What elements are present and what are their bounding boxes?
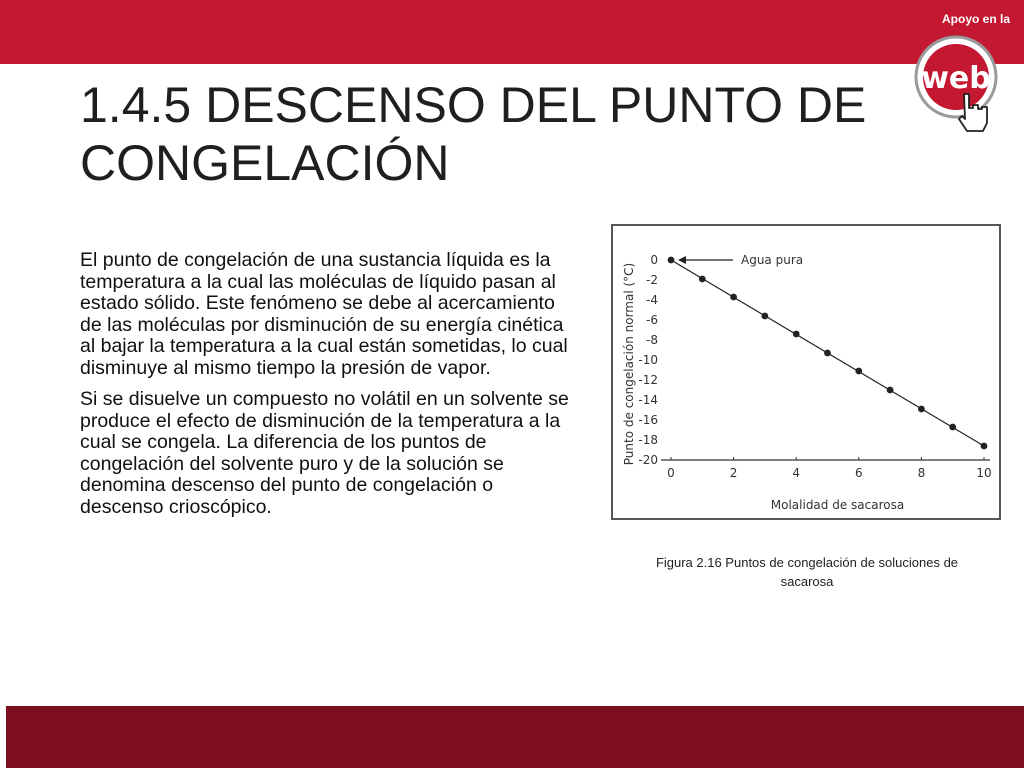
annotation-label: Agua pura: [741, 253, 804, 267]
logo-caption: Apoyo en la: [942, 12, 1011, 26]
y-tick-label: -8: [646, 333, 658, 347]
data-point: [855, 368, 862, 375]
y-tick-label: -18: [638, 433, 658, 447]
slide-title: [80, 76, 920, 192]
y-tick-label: -20: [638, 453, 658, 467]
data-point: [824, 350, 831, 357]
data-point: [793, 331, 800, 338]
paragraph-cryoscopic-descent: Si se disuelve un compuesto no volátil en un solvente se produce el efecto de disminución de la temperatura a la cual se congela. La diferencia de los puntos de congelación del solvente puro y de la solución se denomina descenso del punto de congelación o descenso crioscópico.: [80, 388, 569, 518]
top-banner: [0, 0, 1024, 64]
web-logo-icon[interactable]: [914, 0, 1024, 140]
data-point: [699, 276, 706, 283]
y-tick-label: -16: [638, 413, 658, 427]
y-tick-label: -12: [638, 373, 658, 387]
x-tick-label: 4: [792, 466, 801, 480]
y-tick-label: -4: [646, 293, 658, 307]
y-tick-label: 0: [650, 253, 658, 267]
data-point: [887, 387, 894, 394]
data-point: [730, 294, 737, 301]
data-point: [762, 313, 769, 320]
bottom-banner: [0, 706, 1024, 768]
y-tick-label: -6: [646, 313, 658, 327]
data-point: [918, 406, 925, 413]
data-point: [949, 424, 956, 431]
title-line-1: 1.4.5 DESCENSO DEL PUNTO DE: [80, 77, 867, 133]
x-tick-label: 6: [854, 466, 863, 480]
figure-caption: Figura 2.16 Puntos de congelación de soluciones de sacarosa: [655, 555, 959, 589]
x-axis-label: Molalidad de sacarosa: [770, 498, 905, 512]
x-tick-label: 10: [976, 466, 992, 480]
bottom-banner-strip: [0, 706, 6, 768]
y-tick-label: -10: [638, 353, 658, 367]
body-text: [80, 250, 580, 528]
freezing-point-chart: [613, 226, 999, 518]
logo-word: web: [921, 61, 991, 96]
figure-frame: [611, 224, 1001, 520]
x-tick-label: 0: [667, 466, 675, 480]
x-tick-label: 8: [917, 466, 926, 480]
data-point: [668, 257, 675, 264]
y-tick-label: -2: [646, 273, 658, 287]
data-point: [981, 443, 988, 450]
title-line-2: CONGELACIÓN: [80, 135, 450, 191]
annotation-arrow-head: [678, 256, 686, 264]
y-tick-label: -14: [638, 393, 658, 407]
y-axis-label: Punto de congelación normal (°C): [622, 262, 636, 466]
paragraph-freezing-point: El punto de congelación de una sustancia líquida es la temperatura a la cual las moléculas de líquido pasan al estado sólido. Este fenómeno se debe al acercamiento de las moléculas por disminución de su energía cinética al bajar la temperatura a la cual están sometidas, lo cual disminuye al mismo tiempo la presión de vapor.: [80, 249, 568, 379]
x-tick-label: 2: [729, 466, 738, 480]
